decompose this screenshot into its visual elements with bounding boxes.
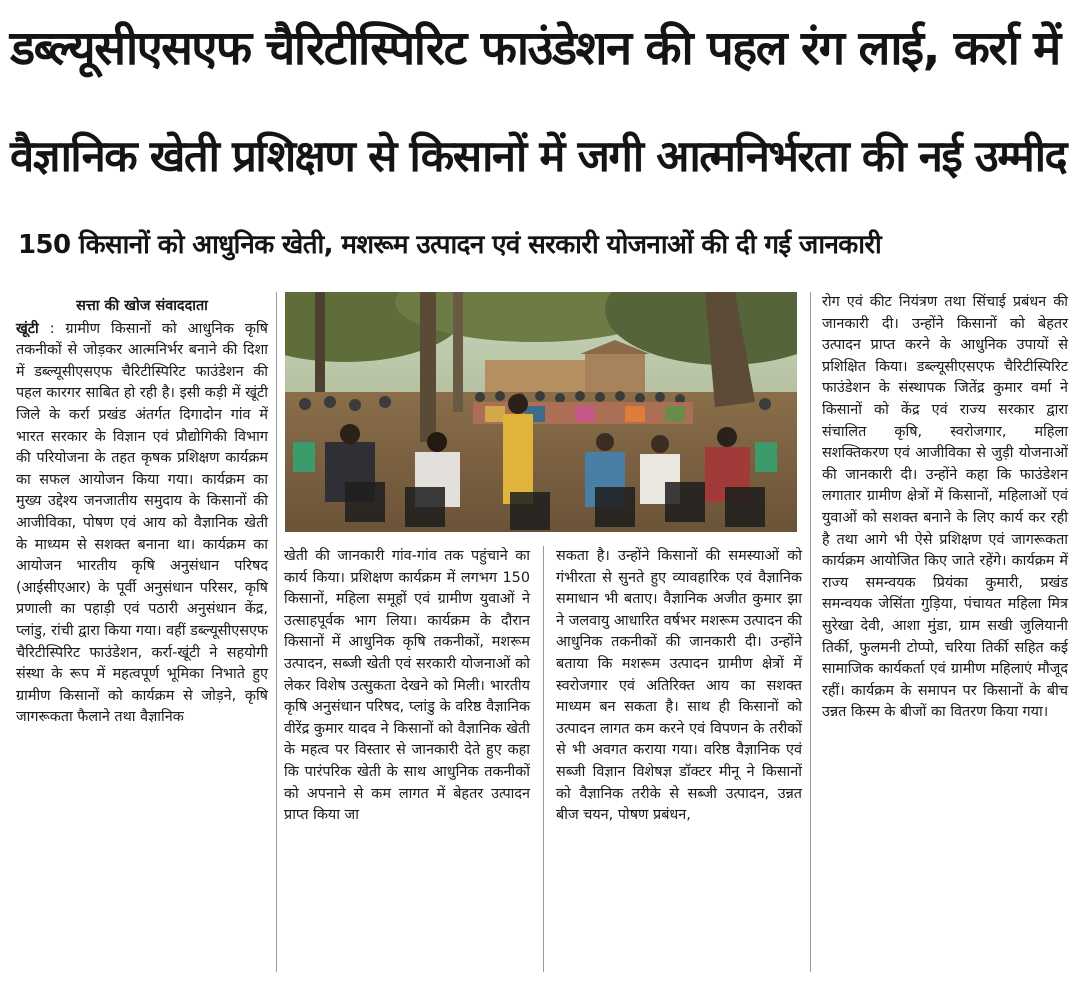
- subheadline: 150 किसानों को आधुनिक खेती, मशरूम उत्पादन एवं सरकारी योजनाओं की दी गई जानकारी: [18, 230, 882, 260]
- article-column-3: [556, 546, 802, 827]
- column-2-text: खेती की जानकारी गांव-गांव तक पहुंचाने का कार्य किया। प्रशिक्षण कार्यक्रम में लगभग 150 किसानों, महिला समूहों एवं ग्रामीण युवाओं ने उत्साहपूर्वक भाग लिया। कार्यक्रम के दौरान किसानों में आधुनिक कृषि तकनीकों, मशरूम उत्पादन, सब्जी खेती एवं सरकारी योजनाओं को लेकर विशेष उत्सुकता देखने को मिली। भारतीय कृषि अनुसंधान परिषद, प्लांडु के वरिष्ठ वैज्ञानिक वीरेंद्र कुमार यादव ने किसानों को वैज्ञानिक खेती के महत्व पर विस्तार से जानकारी देते हुए कहा कि पारंपरिक खेती के साथ आधुनिक तकनीकों को अपनाने से कम लागत में बेहतर उत्पादन प्राप्त किया जा: [284, 548, 530, 824]
- column-divider: [810, 292, 811, 972]
- column-divider: [543, 546, 544, 972]
- headline-line-1: डब्ल्यूसीएसएफ चैरिटीस्पिरिट फाउंडेशन की पहल रंग लाई, कर्रा में: [10, 21, 1060, 76]
- dateline: खूंटी: [16, 320, 39, 337]
- column-3-text: सकता है। उन्होंने किसानों की समस्याओं को गंभीरता से सुनते हुए व्यावहारिक एवं वैज्ञानिक समाधान भी बताए। वैज्ञानिक अजीत कुमार झा ने जलवायु आधारित वर्षभर मशरूम उत्पादन की आधुनिक तकनीकों की जानकारी दी। उन्होंने बताया कि मशरूम उत्पादन ग्रामीण क्षेत्रों में स्वरोजगार एवं अतिरिक्त आय का सशक्त माध्यम बन सकता है। साथ ही किसानों को उत्पादन लागत कम करने एवं विपणन के तरीकों से भी अवगत कराया गया। वरिष्ठ वैज्ञानिक एवं सब्जी विज्ञान विशेषज्ञ डॉक्टर मीनू ने किसानों को वैज्ञानिक तरीके से सब्जी उत्पादन, उन्नत बीज चयन, पोषण प्रबंधन,: [556, 548, 802, 824]
- article-column-2: [284, 546, 530, 827]
- column-4-text: रोग एवं कीट नियंत्रण तथा सिंचाई प्रबंधन की जानकारी दी। उन्होंने किसानों को बेहतर उत्पादन प्राप्त करने के आधुनिक उपायों से प्रशिक्षित किया। डब्ल्यूसीएसएफ चैरिटीस्पिरिट फाउंडेशन के संस्थापक जितेंद्र कुमार वर्मा ने किसानों को केंद्र एवं राज्य सरकार द्वारा संचालित कृषि, स्वरोजगार, महिला सशक्तिकरण एवं आजीविका से जुड़ी योजनाओं की जानकारी दी। उन्होंने कहा कि फाउंडेशन लगातार ग्रामीण क्षेत्रों में किसानों, महिलाओं एवं युवाओं को सशक्त बनाने के लिए कार्य कर रही है तथा आगे भी ऐसे प्रशिक्षण एवं जागरूकता कार्यक्रम आयोजित किए जाते रहेंगे। कार्यक्रम में राज्य समन्वयक प्रियंका कुमारी, प्रखंड समन्वयक जेसिंता गुड़िया, पंचायत महिला मित्र सुरेखा देवी, आशा मुंडा, ग्राम सखी जुलियानी तिर्की, फुलमनी टोप्पो, चरिया तिर्की सहित कई सामाजिक कार्यकर्ता एवं ग्रामीण महिलाएं मौजूद रहीं। कार्यक्रम के समापन पर किसानों के बीच उन्नत किस्म के बीजों का वितरण किया गया।: [822, 294, 1068, 721]
- column-divider: [276, 292, 277, 972]
- column-1-text: : ग्रामीण किसानों को आधुनिक कृषि तकनीकों से जोड़कर आत्मनिर्भर बनाने की दिशा में डब्ल्यूसीएसएफ चैरिटीस्पिरिट फाउंडेशन की पहल कारगर साबित हो रही है। इसी कड़ी में खूंटी जिले के कर्रा प्रखंड अंतर्गत दिगादोन गांव में भारत सरकार के विज्ञान एवं प्रौद्योगिकी विभाग की परियोजना के तहत कृषक प्रशिक्षण कार्यक्रम का सफल आयोजन किया गया। कार्यक्रम का मुख्य उद्देश्य जनजातीय समुदाय के किसानों की आजीविका, पोषण एवं आय को वैज्ञानिक खेती के माध्यम से सशक्त बनाना था। कार्यक्रम का आयोजन भारतीय कृषि अनुसंधान परिषद (आईसीएआर) के पूर्वी अनुसंधान परिसर, कृषि प्रणाली का पहाड़ी एवं पठारी अनुसंधान केंद्र, प्लांडु, रांची द्वारा किया गया। वहीं डब्ल्यूसीएसएफ चैरिटीस्पिरिट फाउंडेशन, कर्रा-खूंटी ने सहयोगी संस्था के रूप में महत्वपूर्ण भूमिका निभाते हुए ग्रामीण किसानों को कार्यक्रम से जोड़ने, कृषि जागरूकता फैलाने तथा वैज्ञानिक: [16, 320, 268, 726]
- photo-illustration: [285, 292, 797, 532]
- event-photo: [285, 292, 797, 532]
- article-column-1: [16, 296, 268, 729]
- byline: सत्ता की खोज संवाददाता: [76, 298, 208, 314]
- article-column-4: [822, 292, 1068, 724]
- headline-line-2: वैज्ञानिक खेती प्रशिक्षण से किसानों में जगी आत्मनिर्भरता की नई उम्मीद: [10, 132, 1067, 182]
